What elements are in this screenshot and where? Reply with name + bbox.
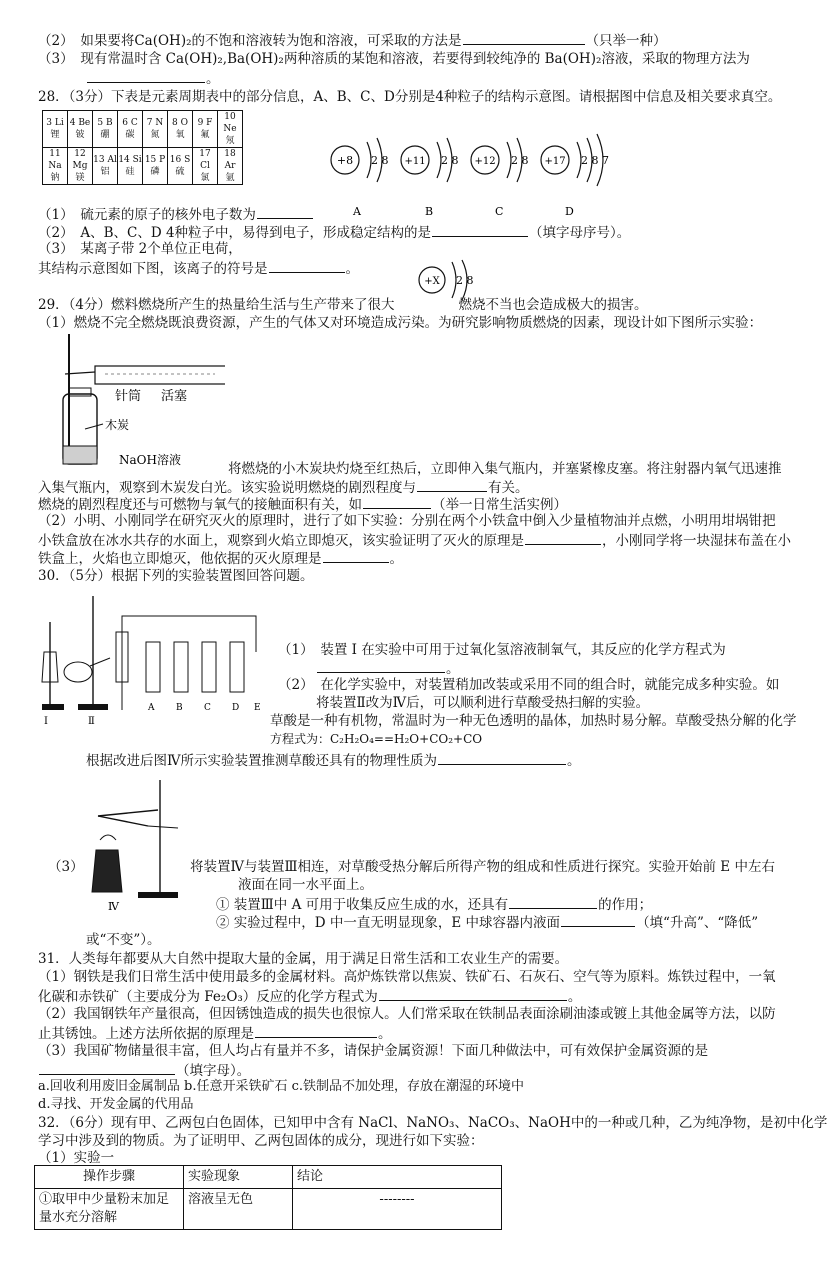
q30-1a: （1） 装置 I 在实验中可用于过氧化氢溶液制氧气，其反应的化学方程式为 bbox=[278, 642, 726, 658]
syringe-label: 针筒 bbox=[115, 389, 142, 404]
q31-1a: （1）钢铁是我们日常生活中使用最多的金属材料。高炉炼铁常以焦炭、铁矿石、石灰石、空气等为原料。炼铁过程中，一氧 bbox=[38, 969, 776, 985]
atom-structure-diagrams bbox=[320, 120, 620, 220]
table-header: 操作步骤 bbox=[35, 1166, 184, 1189]
q31-3a: （3）我国矿物储量很丰富，但人均占有量并不多，请保护金属资源！下面几种做法中，可有效保护金属资源的是 bbox=[38, 1043, 709, 1059]
naoh-label: NaOH溶液 bbox=[119, 453, 181, 467]
fig-label-c: C bbox=[204, 703, 211, 713]
atom-a-shells: 2 8 bbox=[371, 154, 389, 167]
q32-title: 32．（6分）现有甲、乙两包白色固体，已知甲中含有 NaCl、NaNO₃、NaCO₃、NaOH中的一种或几种，乙为纯净物，是初中化学 bbox=[38, 1115, 828, 1131]
q28-1: （1） 硫元素的原子的核外电子数为 bbox=[38, 204, 314, 224]
q29-2c: 铁盒上，火焰也立即熄灭，他依据的灭火原理是 。 bbox=[38, 548, 403, 568]
q31-1b: 化碳和赤铁矿（主要成分为 Fe₂O₃）反应的化学方程式为 。 bbox=[38, 986, 581, 1006]
q30-2b: 将装置Ⅱ改为Ⅳ后，可以顺利进行草酸受热扫解的实验。 bbox=[316, 695, 650, 711]
lab-apparatus-figure bbox=[38, 592, 268, 727]
q31-options-2: d.寻找、开发金属的代用品 bbox=[38, 1097, 194, 1112]
pt-cell: 4 Be 铍 bbox=[68, 111, 93, 148]
pt-cell: 6 C 碳 bbox=[118, 111, 143, 148]
atom-b-shells: 2 8 bbox=[441, 154, 459, 167]
pt-cell: 3 Li 锂 bbox=[43, 111, 68, 148]
fig-label-ii: Ⅱ bbox=[88, 716, 95, 727]
table-header: 实验现象 bbox=[184, 1166, 293, 1189]
q28-3b: 其结构示意图如下图，该离子的符号是 。 bbox=[38, 258, 359, 278]
q30-2c: 草酸是一种有机物，常温时为一种无色透明的晶体，加热时易分解。草酸受热分解的化学 bbox=[270, 713, 797, 729]
charcoal-label: 木炭 bbox=[105, 418, 130, 432]
pt-cell: 5 B 硼 bbox=[93, 111, 118, 148]
q29-text1: 将燃烧的小木炭块灼烧至红热后，立即伸入集气瓶内，并塞紧橡皮塞。将注射器内氧气迅速推 bbox=[228, 461, 782, 477]
q31-2a: （2）我国钢铁年产量很高，但因锈蚀造成的损失也很惊人。人们常采取在铁制品表面涂刷油漆或镀上其他金属等方法，以防 bbox=[38, 1006, 776, 1022]
table-cell: ①取甲中少量粉末加足量水充分溶解 bbox=[35, 1189, 184, 1230]
q29-text3: 燃烧的剧烈程度还与可燃物与氧气的接触面积有关，如 （举一日常生活实例） bbox=[38, 494, 567, 514]
q29-title: 29．（4分）燃料燃烧所产生的热量给生活与生产带来了很大 燃烧不当也会造成极大的损害。 bbox=[38, 297, 648, 313]
fig-label-d: D bbox=[232, 703, 240, 713]
q32-text: 学习中涉及到的物质。为了证明甲、乙两包固体的成分，现进行如下实验： bbox=[38, 1133, 484, 1149]
atom-c-nucleus: +12 bbox=[474, 156, 496, 167]
q30-3a: （3） bbox=[48, 859, 84, 875]
fig-label-a: A bbox=[148, 703, 155, 713]
pt-cell: 18 Ar 氩 bbox=[218, 148, 243, 185]
q30-2a: （2） 在化学实验中，对装置稍加改装或采用不同的组合时，就能完成多种实验。如 bbox=[278, 677, 780, 693]
ion-nucleus: +X bbox=[424, 276, 440, 287]
q30-3e: ② 实验过程中，D 中一直无明显现象，E 中球容器内液面 （填“升高”、“降低” bbox=[216, 912, 758, 932]
q31-3b: （填字母）。 bbox=[38, 1060, 250, 1080]
q30-3d: ① 装置Ⅲ中 A 可用于收集反应生成的水，还具有 的作用； bbox=[216, 894, 652, 914]
pt-cell: 12 Mg 镁 bbox=[68, 148, 93, 185]
pt-cell: 11 Na 钠 bbox=[43, 148, 68, 185]
atom-c bbox=[471, 138, 529, 218]
ion-shells: 2 8 bbox=[456, 274, 474, 287]
q27-3: （3） 现有常温时含 Ca(OH)₂,Ba(OH)₂两种溶质的某饱和溶液，若要得到较纯净的 Ba(OH)₂溶液，采取的物理方法为 bbox=[38, 51, 750, 67]
atom-a-nucleus: +8 bbox=[336, 154, 354, 167]
atom-d bbox=[541, 134, 609, 218]
pt-cell: 9 F 氟 bbox=[193, 111, 218, 148]
q29-2b: 小铁盒放在冰水共存的水面上，观察到火焰立即熄灭，该实验证明了灭火的原理是 ，小刚同学将一块湿抹布盖在小 bbox=[38, 530, 791, 550]
pt-cell: 16 S 硫 bbox=[168, 148, 193, 185]
atom-a-letter: A bbox=[353, 205, 361, 218]
atom-c-letter: C bbox=[495, 205, 504, 218]
q29-text2: 入集气瓶内，观察到木炭发白光。该实验说明燃烧的剧烈程度与 有关。 bbox=[38, 477, 529, 497]
atom-b-letter: B bbox=[425, 205, 434, 218]
pt-cell: 8 O 氧 bbox=[168, 111, 193, 148]
fig-label-e: E bbox=[254, 703, 261, 713]
q31-options-1: a.回收利用废旧金属制品 b.任意开采铁矿石 c.铁制品不加处理，存放在潮湿的环境中 bbox=[38, 1079, 525, 1094]
atom-d-nucleus: +17 bbox=[544, 156, 566, 167]
atom-b-nucleus: +11 bbox=[404, 156, 426, 167]
table-cell: -------- bbox=[293, 1189, 502, 1230]
q31-title: 31．人类每年都要从大自然中提取大量的金属，用于满足日常生活和工农业生产的需要。 bbox=[38, 951, 569, 967]
q28-2: （2） A、B、C、D 4种粒子中，易得到电子，形成稳定结构的是 （填字母序号）。 bbox=[38, 222, 630, 242]
q30-title: 30．（5分）根据下列的实验装置图回答问题。 bbox=[38, 568, 314, 584]
q28-title: 28．（3分）下表是元素周期表中的部分信息，A、B、C、D分别是4种粒子的结构示意图。请根据图中信息及相关要求真空。 bbox=[38, 89, 782, 105]
table-cell: 溶液呈无色 bbox=[184, 1189, 293, 1230]
atom-b bbox=[401, 138, 459, 218]
q30-3b: 将装置Ⅳ与装置Ⅲ相连，对草酸受热分解后所得产物的组成和性质进行探究。实验开始前 E 中左右 bbox=[190, 859, 775, 875]
pt-cell: 10 Ne 氖 bbox=[218, 111, 243, 148]
q27-2: （2） 如果要将Ca(OH)₂的不饱和溶液转为饱和溶液，可采取的方法是 （只举一种） bbox=[38, 30, 667, 50]
q27-3-blank: 。 bbox=[86, 68, 220, 88]
pt-cell: 14 Si 硅 bbox=[118, 148, 143, 185]
q28-3: （3） 某离子带 2个单位正电荷， bbox=[38, 241, 242, 257]
atom-d-letter: D bbox=[565, 205, 574, 218]
q30-3c: 液面在同一水平面上。 bbox=[238, 877, 373, 893]
atom-d-shells: 2 8 7 bbox=[581, 154, 609, 167]
pt-cell: 13 Al 铝 bbox=[93, 148, 118, 185]
q30-2d: 方程式为：C₂H₂O₄==H₂O+CO₂+CO bbox=[270, 732, 483, 746]
q29-2a: （2）小明、小刚同学在研究灭火的原理时，进行了如下实验：分别在两个小铁盒中倒入少量植物油并点燃，小明用坩埚钳把 bbox=[38, 513, 776, 529]
q30-1b: 。 bbox=[316, 658, 460, 678]
atom-a bbox=[331, 138, 389, 218]
atom-c-shells: 2 8 bbox=[511, 154, 529, 167]
table-header: 结论 bbox=[293, 1166, 502, 1189]
q29-1: （1）燃烧不完全燃烧既浪费资源，产生的气体又对环境造成污染。为研究影响物质燃烧的因素，现设计如下图所示实验： bbox=[38, 315, 763, 331]
experiment-table bbox=[34, 1165, 502, 1230]
table-header-row bbox=[35, 1166, 502, 1189]
pt-cell: 17 Cl 氯 bbox=[193, 148, 218, 185]
fig-label-i: Ⅰ bbox=[44, 716, 48, 727]
apparatus-iv bbox=[78, 776, 188, 916]
fig-label-b: B bbox=[176, 703, 183, 713]
pt-cell: 15 P 磷 bbox=[143, 148, 168, 185]
q32-sub1: （1）实验一 bbox=[38, 1150, 115, 1166]
table-row bbox=[35, 1189, 502, 1230]
q30-3f: 或“不变”）。 bbox=[86, 932, 161, 948]
q31-2b: 止其锈蚀。上述方法所依据的原理是 。 bbox=[38, 1023, 392, 1043]
plunger-label: 活塞 bbox=[161, 389, 188, 404]
periodic-table bbox=[42, 110, 243, 185]
pt-cell: 7 N 氮 bbox=[143, 111, 168, 148]
q30-2e: 根据改进后图Ⅳ所示实验装置推测草酸还具有的物理性质为 。 bbox=[86, 750, 581, 770]
charcoal-combustion-apparatus bbox=[55, 334, 225, 470]
fig-label-iv: Ⅳ bbox=[108, 900, 119, 913]
